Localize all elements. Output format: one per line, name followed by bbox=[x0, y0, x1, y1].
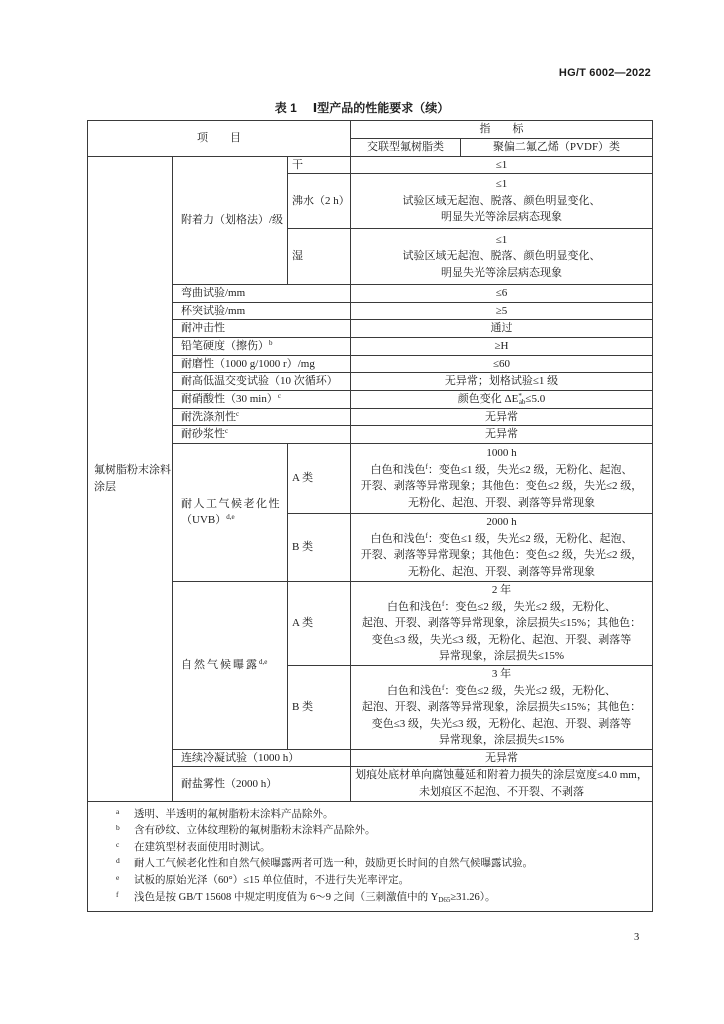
condensation-value: 无异常 bbox=[351, 749, 653, 767]
uvb-class-a-label: A 类 bbox=[288, 443, 351, 513]
table-row bbox=[88, 337, 653, 355]
value-line: 未划痕区不起泡、不开裂、不剥落 bbox=[419, 786, 584, 799]
value-line: 开裂、剥落等异常现象；其他色：变色≤2 级，失光≤2 级， bbox=[360, 480, 643, 493]
uvb-text: （UVB） bbox=[181, 514, 227, 527]
lead-text: 白色和浅色 bbox=[370, 463, 426, 476]
pencil-hardness-text: 铅笔硬度（擦伤） bbox=[181, 339, 269, 352]
adhesion-dry-value: ≤1 bbox=[351, 156, 653, 174]
uvb-class-b-label: B 类 bbox=[288, 513, 351, 581]
performance-requirements-table bbox=[87, 120, 653, 912]
footnote-ref: f bbox=[442, 599, 445, 608]
bending-test-label: 弯曲试验/mm bbox=[173, 285, 351, 303]
table-title bbox=[0, 99, 724, 116]
table-row bbox=[88, 156, 653, 174]
mortar-resistance-value: 无异常 bbox=[351, 426, 653, 444]
duration: 1000 h bbox=[486, 447, 517, 460]
detergent-resistance-value: 无异常 bbox=[351, 408, 653, 426]
value-line: ≤1 bbox=[495, 178, 508, 191]
table-row bbox=[88, 581, 653, 665]
nitric-acid-value bbox=[351, 390, 653, 408]
line-rest: ：变色≤2 级，失光≤2 级，无粉化、 bbox=[444, 684, 616, 697]
footnote-mark: e bbox=[116, 873, 120, 883]
lead-text: 白色和浅色 bbox=[387, 684, 443, 697]
value-line bbox=[351, 531, 652, 548]
uvb-class-b-value bbox=[351, 513, 653, 581]
footnote-ref: c bbox=[236, 409, 240, 418]
value-line: 无粉化、起泡、开裂、剥落等异常现象 bbox=[408, 497, 595, 510]
line-rest: ：变色≤1 级，失光≤2 级，无粉化、起泡、 bbox=[427, 463, 633, 476]
natural-exposure-label bbox=[173, 581, 288, 749]
footnote-mark: a bbox=[116, 806, 120, 816]
header-indicator: 指 标 bbox=[351, 121, 653, 139]
lead-text: 白色和浅色 bbox=[387, 600, 443, 613]
uvb-aging-label bbox=[173, 443, 288, 581]
natural-class-b-label: B 类 bbox=[288, 665, 351, 749]
natural-class-a-label: A 类 bbox=[288, 581, 351, 665]
footnote-mark: c bbox=[116, 839, 120, 849]
footnote bbox=[88, 856, 652, 873]
value-line: 异常现象，涂层损失≤15% bbox=[438, 734, 565, 747]
footnote bbox=[88, 807, 652, 824]
adhesion-wet-value bbox=[351, 229, 653, 285]
adhesion-label: 附着力（划格法）/级 bbox=[173, 156, 288, 285]
line-rest: ：变色≤1 级，失光≤2 级，无粉化、起泡、 bbox=[427, 532, 633, 545]
uvb-aging-label-line2 bbox=[181, 512, 287, 529]
footnote-ref: c bbox=[277, 391, 281, 400]
cupping-test-label: 杯突试验/mm bbox=[173, 302, 351, 320]
table-row bbox=[88, 355, 653, 373]
header-item: 项 目 bbox=[88, 121, 351, 157]
footnote-mark: d bbox=[116, 856, 120, 866]
detergent-resistance-text: 耐洗涤剂性 bbox=[181, 410, 236, 423]
value-suffix: ≤5.0 bbox=[525, 392, 546, 405]
table-row bbox=[88, 320, 653, 338]
footnote-text: 透明、半透明的氟树脂粉末涂料产品除外。 bbox=[134, 808, 334, 820]
value-line: 异常现象，涂层损失≤15% bbox=[438, 650, 565, 663]
value-line: 试验区域无起泡、脱落、颜色明显变化、 bbox=[402, 194, 601, 207]
value-line: 起泡、开裂、剥落等异常现象，涂层损失≤15%；其他色： bbox=[361, 617, 642, 630]
footnote-text: 耐人工气候老化性和自然气候曝露两者可选一种，鼓励更长时间的自然气候曝露试验。 bbox=[134, 858, 533, 870]
nitric-acid-text: 耐硝酸性（30 min） bbox=[181, 392, 278, 405]
footnote bbox=[88, 890, 652, 907]
page-number: 3 bbox=[634, 932, 640, 943]
footnote-subscript: D65 bbox=[438, 895, 451, 904]
category-line: 涂层 bbox=[94, 480, 116, 493]
header-pvdf: 聚偏二氟乙烯（PVDF）类 bbox=[461, 139, 653, 157]
duration: 2000 h bbox=[486, 516, 517, 529]
footnotes bbox=[88, 801, 653, 911]
value-line: 起泡、开裂、剥落等异常现象，涂层损失≤15%；其他色： bbox=[361, 701, 642, 714]
pencil-hardness-value: ≥H bbox=[351, 337, 653, 355]
category-line: 氟树脂粉末涂料 bbox=[94, 464, 171, 477]
footnote-text: 含有砂纹、立体纹理粉的氟树脂粉末涂料产品除外。 bbox=[134, 825, 376, 837]
thermal-cycle-value: 无异常；划格试验≤1 级 bbox=[351, 373, 653, 391]
value-line: 试验区域无起泡、脱落、颜色明显变化、 bbox=[402, 250, 601, 263]
mortar-resistance-label bbox=[173, 426, 351, 444]
cupping-test-value: ≥5 bbox=[351, 302, 653, 320]
table-row bbox=[88, 767, 653, 801]
value-superscript: * bbox=[518, 391, 522, 400]
footnote-ref: b bbox=[269, 338, 273, 347]
adhesion-dry-label: 干 bbox=[288, 156, 351, 174]
salt-spray-label: 耐盐雾性（2000 h） bbox=[173, 767, 351, 801]
footnote-mark: f bbox=[116, 889, 119, 899]
footnote-text-after: ≥31.26）。 bbox=[450, 891, 496, 903]
footnote bbox=[88, 873, 652, 890]
abrasion-resistance-value: ≤60 bbox=[351, 355, 653, 373]
footnote-ref: c bbox=[225, 427, 229, 436]
value-line: 明显失光等涂层病态现象 bbox=[441, 211, 562, 224]
uvb-class-a-value bbox=[351, 443, 653, 513]
category-cell bbox=[88, 156, 173, 801]
table-row bbox=[88, 373, 653, 391]
table-row bbox=[88, 443, 653, 513]
thermal-cycle-label: 耐高低温交变试验（10 次循环） bbox=[173, 373, 351, 391]
detergent-resistance-label bbox=[173, 408, 351, 426]
footnote-text: 浅色是按 GB/T 15608 中规定明度值为 6～9 之间（三刺激值中的 Y bbox=[134, 891, 439, 903]
table-row bbox=[88, 408, 653, 426]
table-row bbox=[88, 749, 653, 767]
footnote-ref: f bbox=[442, 683, 445, 692]
adhesion-wet-label: 湿 bbox=[288, 229, 351, 285]
table-header-row bbox=[88, 121, 653, 139]
footnote bbox=[88, 840, 652, 857]
value-line bbox=[351, 462, 652, 479]
footnote-ref: f bbox=[425, 531, 428, 540]
duration: 2 年 bbox=[491, 583, 512, 596]
footnote-ref: d,e bbox=[226, 513, 235, 522]
lead-text: 白色和浅色 bbox=[370, 532, 426, 545]
mortar-resistance-text: 耐砂浆性 bbox=[181, 428, 225, 441]
table-row bbox=[88, 285, 653, 303]
header-crosslinked-fluororesin: 交联型氟树脂类 bbox=[351, 139, 461, 157]
footnote-ref: f bbox=[425, 462, 428, 471]
table-number: 表 1 bbox=[274, 101, 297, 115]
footnotes-row bbox=[88, 801, 653, 911]
value-line: 明显失光等涂层病态现象 bbox=[441, 266, 562, 279]
impact-resistance-label: 耐冲击性 bbox=[173, 320, 351, 338]
abrasion-resistance-label: 耐磨性（1000 g/1000 r）/mg bbox=[173, 355, 351, 373]
duration: 3 年 bbox=[491, 667, 512, 680]
value-line: 变色≤3 级，失光≤3 级，无粉化、起泡、开裂、剥落等 bbox=[371, 633, 632, 646]
value-prefix: 颜色变化 ΔE bbox=[457, 392, 519, 405]
footnote-ref: d,e bbox=[259, 658, 268, 667]
adhesion-boiling-value bbox=[351, 174, 653, 229]
adhesion-boiling-label: 沸水（2 h） bbox=[288, 174, 351, 229]
impact-resistance-value: 通过 bbox=[351, 320, 653, 338]
value-line bbox=[351, 683, 652, 700]
table-row bbox=[88, 390, 653, 408]
value-subscript: ab bbox=[518, 397, 526, 406]
value-line: 无粉化、起泡、开裂、剥落等异常现象 bbox=[408, 566, 595, 579]
line-rest: ：变色≤2 级，失光≤2 级，无粉化、 bbox=[444, 600, 616, 613]
bending-test-value: ≤6 bbox=[351, 285, 653, 303]
salt-spray-value bbox=[351, 767, 653, 801]
value-line bbox=[351, 599, 652, 616]
value-line: 开裂、剥落等异常现象；其他色：变色≤2 级，失光≤2 级， bbox=[360, 549, 643, 562]
footnote bbox=[88, 823, 652, 840]
natural-class-b-value bbox=[351, 665, 653, 749]
nitric-acid-label bbox=[173, 390, 351, 408]
value-line: ≤1 bbox=[495, 233, 508, 246]
footnote-mark: b bbox=[116, 823, 120, 833]
footnote-text: 在建筑型材表面使用时测试。 bbox=[134, 841, 271, 853]
natural-class-a-value bbox=[351, 581, 653, 665]
table-caption: Ⅰ型产品的性能要求（续） bbox=[312, 101, 450, 115]
uvb-aging-label-line1: 耐人工气候老化性 bbox=[181, 497, 281, 510]
value-line: 划痕处底材单向腐蚀蔓延和附着力损失的涂层宽度≤4.0 mm， bbox=[355, 769, 648, 782]
footnote-text: 试板的原始光泽（60°）≤15 单位值时，不进行失光率评定。 bbox=[134, 875, 410, 887]
natural-exposure-text: 自然气候曝露 bbox=[181, 659, 259, 672]
table-row bbox=[88, 426, 653, 444]
value-line: 变色≤3 级，失光≤3 级，无粉化、起泡、开裂、剥落等 bbox=[371, 717, 632, 730]
table-row bbox=[88, 302, 653, 320]
condensation-label: 连续冷凝试验（1000 h） bbox=[173, 749, 351, 767]
pencil-hardness-label bbox=[173, 337, 351, 355]
standard-code: HG/T 6002—2022 bbox=[558, 67, 651, 79]
